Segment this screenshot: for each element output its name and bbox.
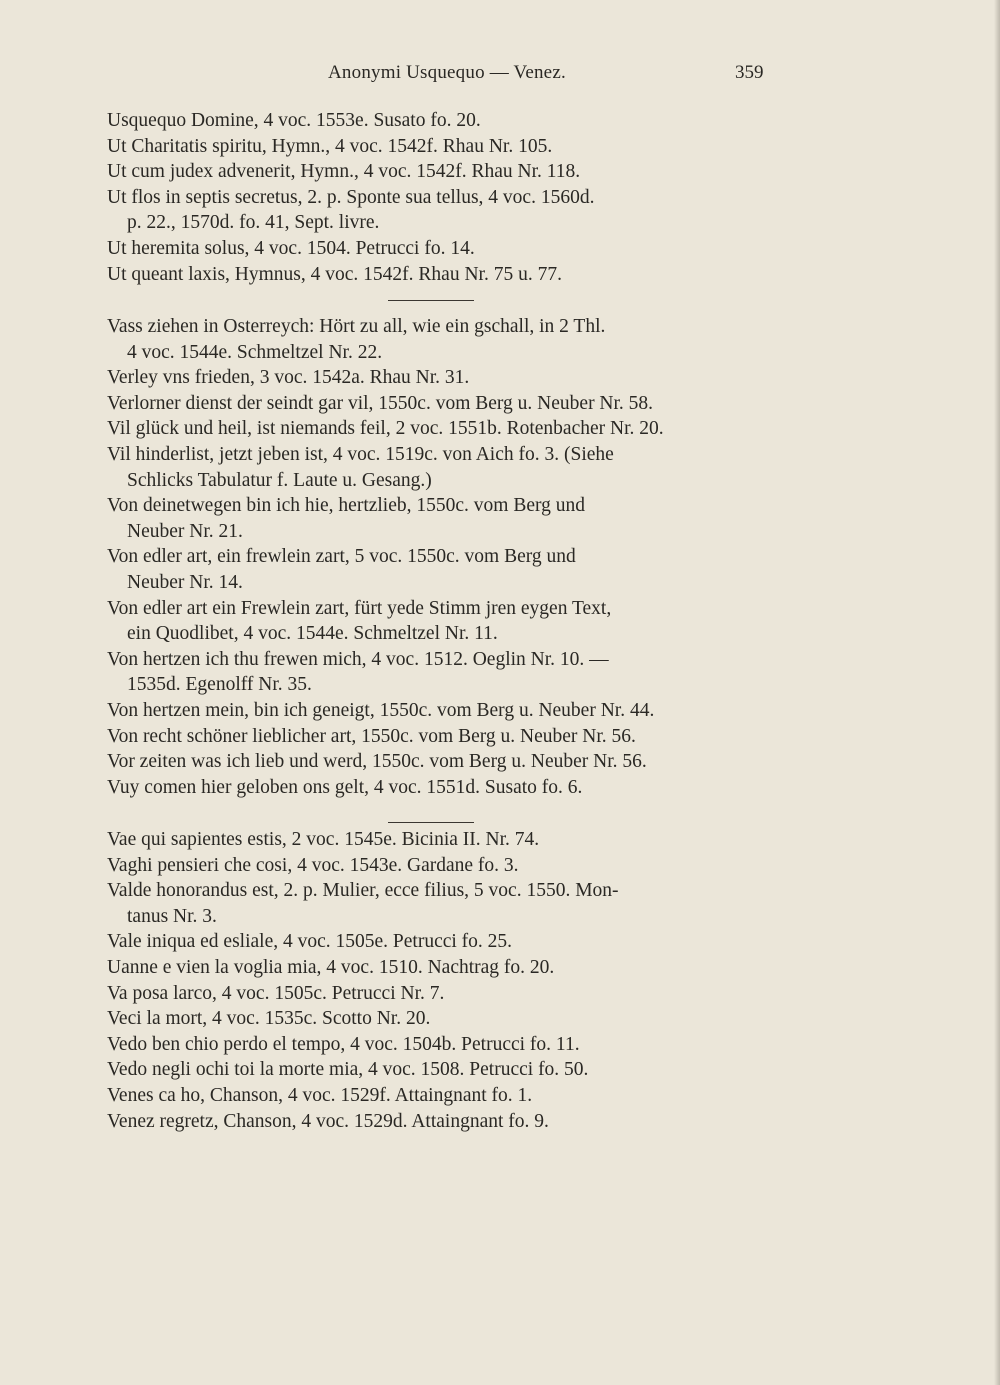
index-entry — [107, 929, 787, 955]
entry-line: Ut cum judex advenerit, Hymn., 4 voc. 1542f. Rhau Nr. 118. — [107, 161, 581, 183]
index-entry — [107, 314, 787, 365]
entry-line: Vor zeiten was ich lieb und werd, 1550c. vom Berg u. Neuber Nr. 56. — [107, 751, 647, 773]
section-u-entries — [107, 108, 787, 287]
index-entry — [107, 236, 787, 262]
index-entry — [107, 698, 787, 724]
entry-continuation-line: 1535d. Egenolff Nr. 35. — [127, 674, 312, 696]
index-entry — [107, 1032, 787, 1058]
entry-line: Vil hinderlist, jetzt jeben ist, 4 voc. 1519c. von Aich fo. 3. (Siehe — [107, 443, 614, 465]
entry-line: Verlorner dienst der seindt gar vil, 1550c. vom Berg u. Neuber Nr. 58. — [107, 392, 654, 414]
entry-line: Von hertzen mein, bin ich geneigt, 1550c. vom Berg u. Neuber Nr. 44. — [107, 699, 655, 721]
index-entry — [107, 544, 787, 595]
index-entry — [107, 981, 787, 1007]
entry-line: Usquequo Domine, 4 voc. 1553e. Susato fo. 20. — [107, 110, 481, 131]
index-entry — [107, 596, 787, 647]
entry-line: Von hertzen ich thu frewen mich, 4 voc. 1512. Oeglin Nr. 10. — — [107, 648, 609, 670]
entry-line: Von edler art ein Frewlein zart, fürt yede Stimm jren eygen Text, — [107, 597, 612, 619]
index-entry — [107, 262, 787, 288]
entry-line: Von recht schöner lieblicher art, 1550c. vom Berg u. Neuber Nr. 56. — [107, 725, 636, 747]
index-entry — [107, 1057, 787, 1083]
entry-continuation-line: Neuber Nr. 21. — [127, 520, 243, 542]
index-entry — [107, 1109, 787, 1135]
index-entry — [107, 1006, 787, 1032]
index-entry — [107, 749, 787, 775]
entry-continuation-line: tanus Nr. 3. — [127, 905, 217, 927]
entry-line: Vae qui sapientes estis, 2 voc. 1545e. Bicinia II. Nr. 74. — [107, 829, 540, 850]
section-divider — [388, 300, 474, 301]
index-entry — [107, 647, 787, 698]
entry-line: Vil glück und heil, ist niemands feil, 2 voc. 1551b. Rotenbacher Nr. 20. — [107, 418, 664, 440]
index-entry — [107, 108, 787, 134]
section-v-romance-entries — [107, 827, 787, 1134]
index-entry — [107, 775, 787, 801]
entry-line: Venes ca ho, Chanson, 4 voc. 1529f. Attaingnant fo. 1. — [107, 1084, 533, 1106]
entry-line: Uanne e vien la voglia mia, 4 voc. 1510. Nachtrag fo. 20. — [107, 956, 555, 978]
index-entry — [107, 159, 787, 185]
running-head: Anonymi Usquequo — Venez. — [328, 62, 566, 83]
entry-continuation-line: p. 22., 1570d. fo. 41, Sept. livre. — [127, 212, 380, 234]
entry-line: Ut queant laxis, Hymnus, 4 voc. 1542f. Rhau Nr. 75 u. 77. — [107, 263, 562, 285]
index-entry — [107, 416, 787, 442]
index-entry — [107, 724, 787, 750]
entry-line: Vedo negli ochi toi la morte mia, 4 voc. 1508. Petrucci fo. 50. — [107, 1059, 589, 1081]
index-entry — [107, 134, 787, 160]
index-entry — [107, 391, 787, 417]
entry-line: Va posa larco, 4 voc. 1505c. Petrucci Nr. 7. — [107, 982, 445, 1004]
entry-line: Veci la mort, 4 voc. 1535c. Scotto Nr. 20. — [107, 1008, 431, 1030]
entry-line: Vass ziehen in Osterreych: Hört zu all, wie ein gschall, in 2 Thl. — [107, 316, 606, 337]
page-header — [0, 62, 1000, 92]
entry-line: Ut Charitatis spiritu, Hymn., 4 voc. 1542f. Rhau Nr. 105. — [107, 135, 553, 157]
entry-continuation-line: Schlicks Tabulatur f. Laute u. Gesang.) — [127, 469, 432, 491]
entry-line: Ut heremita solus, 4 voc. 1504. Petrucci fo. 14. — [107, 237, 475, 259]
index-entry — [107, 853, 787, 879]
entry-line: Vale iniqua ed esliale, 4 voc. 1505e. Petrucci fo. 25. — [107, 931, 513, 953]
entry-line: Vaghi pensieri che cosi, 4 voc. 1543e. Gardane fo. 3. — [107, 854, 519, 876]
entry-line: Verley vns frieden, 3 voc. 1542a. Rhau Nr. 31. — [107, 367, 470, 389]
entry-continuation-line: Neuber Nr. 14. — [127, 571, 243, 593]
entry-line: Ut flos in septis secretus, 2. p. Sponte sua tellus, 4 voc. 1560d. — [107, 186, 595, 208]
entry-continuation-line: ein Quodlibet, 4 voc. 1544e. Schmeltzel Nr. 11. — [127, 623, 498, 645]
entry-line: Vedo ben chio perdo el tempo, 4 voc. 1504b. Petrucci fo. 11. — [107, 1033, 580, 1055]
entry-line: Von edler art, ein frewlein zart, 5 voc. 1550c. vom Berg und — [107, 546, 576, 568]
index-entry — [107, 185, 787, 236]
index-entry — [107, 493, 787, 544]
index-entry — [107, 878, 787, 929]
index-entry — [107, 365, 787, 391]
entry-line: Vuy comen hier geloben ons gelt, 4 voc. 1551d. Susato fo. 6. — [107, 776, 583, 798]
section-v-german-entries — [107, 314, 787, 800]
section-divider — [388, 822, 474, 823]
index-entry — [107, 1083, 787, 1109]
entry-line: Valde honorandus est, 2. p. Mulier, ecce filius, 5 voc. 1550. Mon- — [107, 880, 619, 902]
page-edge-shadow — [994, 0, 1000, 1385]
page-number: 359 — [735, 62, 764, 83]
entry-line: Von deinetwegen bin ich hie, hertzlieb, 1550c. vom Berg und — [107, 495, 586, 517]
entry-continuation-line: 4 voc. 1544e. Schmeltzel Nr. 22. — [127, 341, 383, 363]
index-entry — [107, 442, 787, 493]
index-entry — [107, 955, 787, 981]
entry-line: Venez regretz, Chanson, 4 voc. 1529d. Attaingnant fo. 9. — [107, 1110, 549, 1132]
index-entry — [107, 827, 787, 853]
